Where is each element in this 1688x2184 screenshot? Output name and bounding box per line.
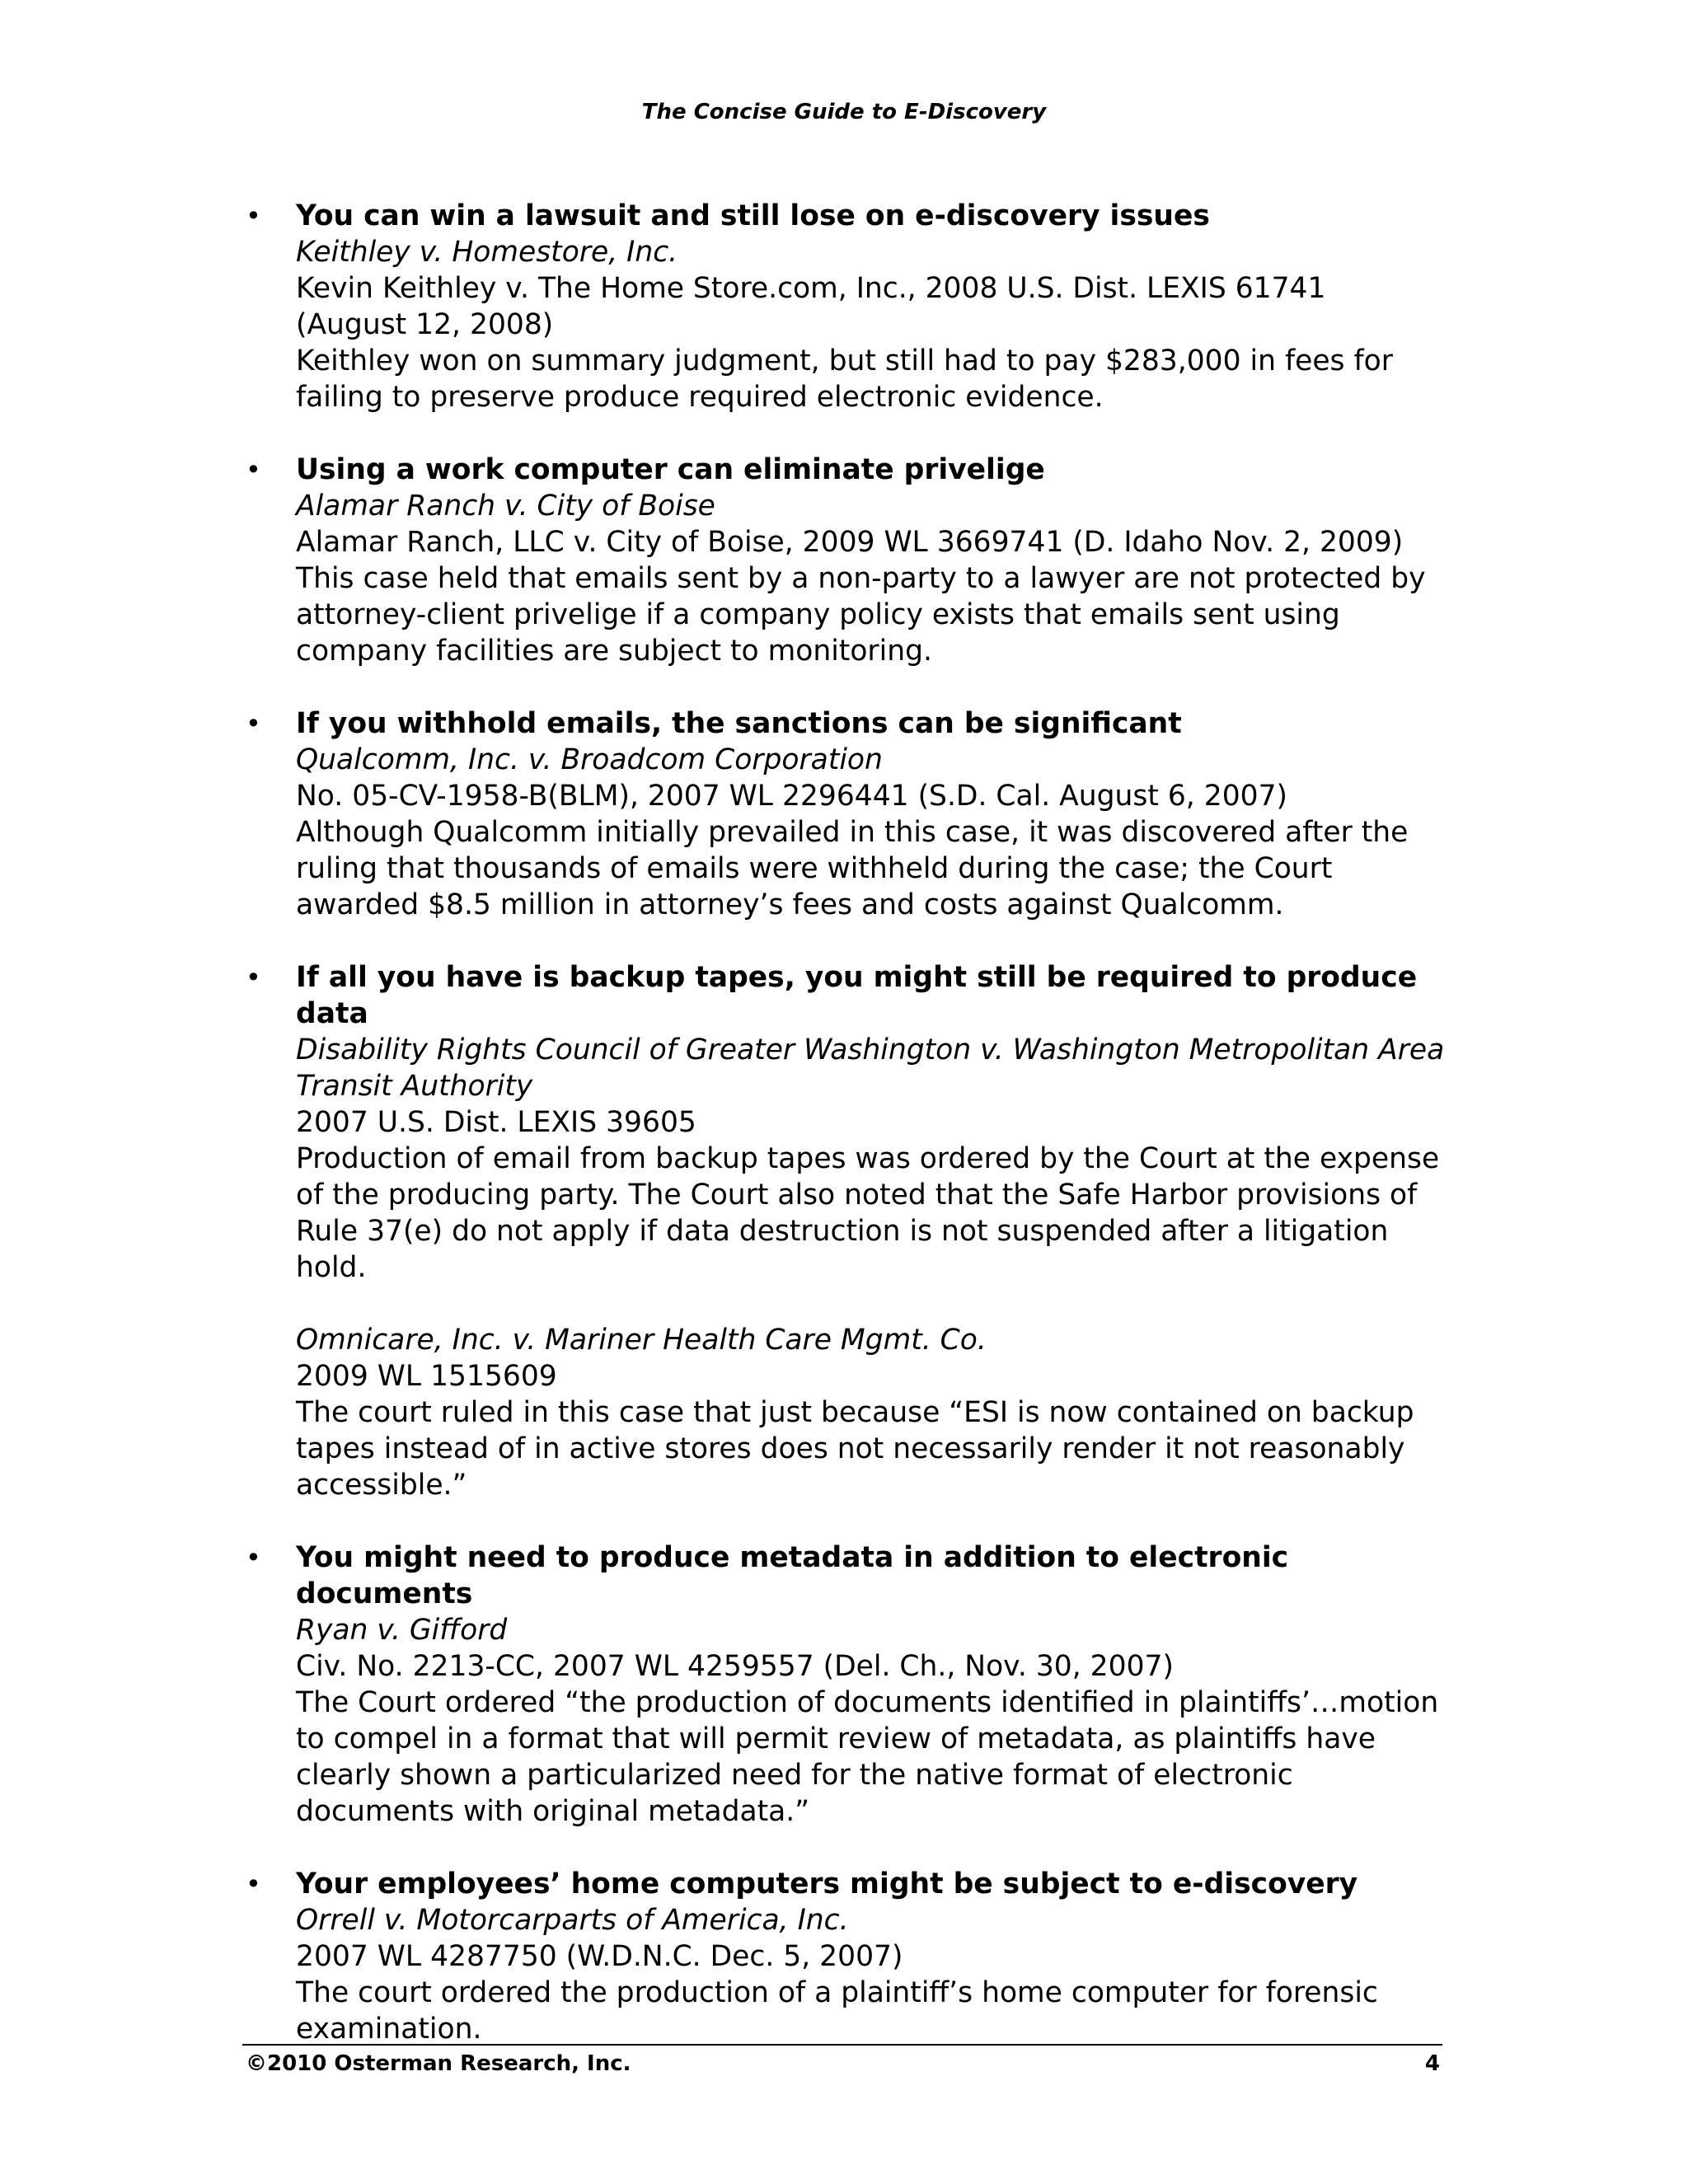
sub-case-description: The court ruled in this case that just because “ESI is now contained on backup tapes instead of in active stores does not necessarily render it not reasonably accessible.”: [296, 1396, 1414, 1502]
case-citation: Civ. No. 2213-CC, 2007 WL 4259557 (Del. Ch., Nov. 30, 2007): [296, 1650, 1174, 1683]
bullet-icon: •: [246, 454, 261, 485]
bullet-icon: •: [246, 200, 261, 232]
bullet-icon: •: [246, 1542, 261, 1573]
case-citation: Kevin Keithley v. The Home Store.com, Inc., 2008 U.S. Dist. LEXIS 61741 (August 12, 2008): [296, 272, 1326, 341]
item-heading: Your employees’ home computers might be subject to e-discovery: [296, 1868, 1358, 1900]
page-header-title: The Concise Guide to E-Discovery: [641, 100, 1047, 124]
list-item: [246, 959, 1445, 1503]
case-citation: 2007 WL 4287750 (W.D.N.C. Dec. 5, 2007): [296, 1940, 903, 1973]
case-description: The court ordered the production of a plaintiff’s home computer for forensic examination.: [296, 1976, 1378, 2046]
case-description: Although Qualcomm initially prevailed in this case, it was discovered after the ruling that thousands of emails were withheld during the case; the Court awarded $8.5 million in attorney’s fees and costs against Qualcomm.: [296, 816, 1409, 921]
item-heading: Using a work computer can eliminate privelige: [296, 453, 1045, 486]
list-item: [246, 1866, 1445, 2047]
item-heading: If you withhold emails, the sanctions can be significant: [296, 707, 1182, 740]
case-citation: Alamar Ranch, LLC v. City of Boise, 2009 WL 3669741 (D. Idaho Nov. 2, 2009): [296, 526, 1404, 559]
case-name: Disability Rights Council of Greater Washington v. Washington Metropolitan Area Transit Authority: [296, 1033, 1445, 1103]
sub-case: [296, 1322, 1445, 1503]
case-list: [246, 198, 1445, 2083]
case-description: This case held that emails sent by a non-party to a lawyer are not protected by attorney-client privelige if a company policy exists that emails sent using company facilities are subject to monitoring.: [296, 562, 1426, 668]
list-item: [246, 1540, 1445, 1830]
case-citation: No. 05-CV-1958-B(BLM), 2007 WL 2296441 (S.D. Cal. August 6, 2007): [296, 780, 1288, 813]
case-name: Orrell v. Motorcarparts of America, Inc.: [296, 1904, 849, 1937]
case-name: Ryan v. Gifford: [296, 1614, 508, 1647]
case-name: Qualcomm, Inc. v. Broadcom Corporation: [296, 743, 883, 776]
item-heading: You can win a lawsuit and still lose on e-discovery issues: [296, 199, 1210, 232]
sub-case-name: Omnicare, Inc. v. Mariner Health Care Mgmt. Co.: [296, 1324, 987, 1357]
list-item: [246, 705, 1445, 923]
sub-case-citation: 2009 WL 1515609: [296, 1360, 557, 1393]
case-citation: 2007 U.S. Dist. LEXIS 39605: [296, 1106, 696, 1139]
bullet-icon: •: [246, 1868, 261, 1900]
footer-divider: [242, 2044, 1442, 2046]
page-number: 4: [1424, 2051, 1440, 2076]
bullet-icon: •: [246, 708, 261, 739]
bullet-icon: •: [246, 962, 261, 993]
item-heading: You might need to produce metadata in addition to electronic documents: [296, 1541, 1289, 1610]
case-description: Production of email from backup tapes was ordered by the Court at the expense of the producing party. The Court also noted that the Safe Harbor provisions of Rule 37(e) do not apply if data destruction is not suspended after a litigation hold.: [296, 1142, 1440, 1284]
footer-copyright: ©2010 Osterman Research, Inc.: [246, 2051, 631, 2076]
list-item: [246, 198, 1445, 415]
case-name: Keithley v. Homestore, Inc.: [296, 236, 678, 269]
case-name: Alamar Ranch v. City of Boise: [296, 490, 715, 523]
list-item: [246, 452, 1445, 669]
case-description: Keithley won on summary judgment, but still had to pay $283,000 in fees for failing to preserve produce required electronic evidence.: [296, 344, 1393, 414]
item-heading: If all you have is backup tapes, you might still be required to produce data: [296, 961, 1418, 1030]
case-description: The Court ordered “the production of documents identified in plaintiffs’…motion to compel in a format that will permit review of metadata, as plaintiffs have clearly shown a particularized need for the native format of electronic documents with original metadata.”: [296, 1686, 1439, 1828]
